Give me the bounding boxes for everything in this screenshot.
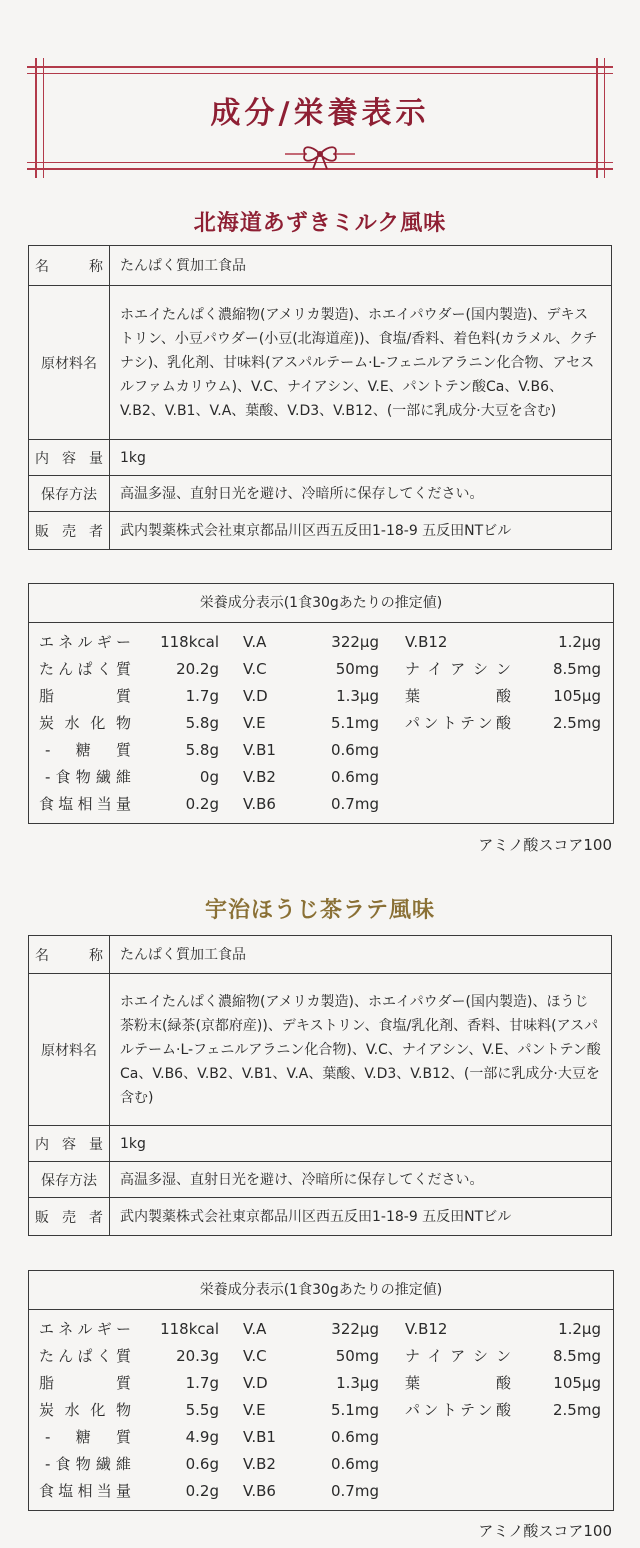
nutrient-name: V.B12: [405, 633, 448, 651]
nutrient-name: V.D: [243, 1374, 268, 1392]
nutrient-name: V.E: [243, 1401, 266, 1419]
nutrition-row: [29, 710, 613, 737]
volume-label: 内容量: [29, 1126, 110, 1162]
info-row-seller: [29, 1198, 612, 1236]
nutrient-value: 5.1mg: [331, 714, 379, 732]
nutrient-name: V.E: [243, 714, 266, 732]
nutrient-value: 2.5mg: [553, 714, 601, 732]
amino-score: アミノ酸スコア100: [478, 836, 612, 854]
nutrition-header: 栄養成分表示(1食30gあたりの推定値): [29, 1271, 613, 1310]
nutrient-name: V.B1: [243, 1428, 276, 1446]
nutrition-row: [29, 683, 613, 710]
product-info-table-azuki: [28, 245, 612, 550]
nutrient-name: -糖質: [45, 741, 131, 759]
nutrient-value: 0.2g: [185, 1482, 219, 1500]
nutrient-value: 1.7g: [185, 687, 219, 705]
nutrient-value: 1.7g: [185, 1374, 219, 1392]
nutrient-value: 2.5mg: [553, 1401, 601, 1419]
nutrient-name: 葉酸: [405, 1374, 511, 1392]
nutrient-name: -食物繊維: [45, 1455, 131, 1473]
nutrient-value: 0.6mg: [331, 1428, 379, 1446]
nutrient-name: ナイアシン: [405, 660, 511, 678]
nutrition-row: [29, 629, 613, 656]
nutrient-name: たんぱく質: [39, 660, 131, 678]
nutrient-name: -糖質: [45, 1428, 131, 1446]
nutrition-header: 栄養成分表示(1食30gあたりの推定値): [29, 584, 613, 623]
nutrient-value: 1.3μg: [336, 687, 379, 705]
product-title-hojicha: 宇治ほうじ茶ラテ風味: [204, 898, 435, 923]
nutrition-row: [29, 1343, 613, 1370]
storage-label: 保存方法: [29, 476, 110, 512]
product-info-table-hojicha: [28, 935, 612, 1236]
nutrient-value: 50mg: [335, 1347, 379, 1365]
seller-value: 武内製薬株式会社東京都品川区西五反田1-18-9 五反田NTビル: [110, 1198, 612, 1236]
nutrition-table-hojicha: [28, 1270, 614, 1511]
info-row-storage: [29, 476, 612, 512]
nutrient-value: 105μg: [553, 1374, 601, 1392]
nutrient-name: 食塩相当量: [39, 795, 131, 813]
nutrient-value: 20.2g: [176, 660, 219, 678]
nutrition-row: [29, 1451, 613, 1478]
nutrient-value: 105μg: [553, 687, 601, 705]
nutrient-name: 葉酸: [405, 687, 511, 705]
nutrient-value: 118kcal: [160, 633, 219, 651]
info-row-seller: [29, 512, 612, 550]
nutrition-row: [29, 656, 613, 683]
nutrient-name: V.B6: [243, 1482, 276, 1500]
volume-value: 1kg: [110, 1126, 612, 1162]
name-value: たんぱく質加工食品: [110, 936, 612, 974]
info-row-name: [29, 936, 612, 974]
nutrient-name: ナイアシン: [405, 1347, 511, 1365]
amino-score: アミノ酸スコア100: [478, 1522, 612, 1540]
info-row-name: [29, 246, 612, 286]
nutrient-name: 食塩相当量: [39, 1482, 131, 1500]
volume-value: 1kg: [110, 440, 612, 476]
nutrient-value: 1.2μg: [558, 1320, 601, 1338]
info-row-volume: [29, 1126, 612, 1162]
nutrient-name: V.B12: [405, 1320, 448, 1338]
nutrient-name: V.B2: [243, 768, 276, 786]
nutrient-name: V.B6: [243, 795, 276, 813]
nutrient-name: V.B2: [243, 1455, 276, 1473]
info-row-volume: [29, 440, 612, 476]
page-title: 成分/栄養表示: [210, 96, 430, 131]
nutrient-value: 322μg: [331, 633, 379, 651]
name-value: たんぱく質加工食品: [110, 246, 612, 286]
nutrient-value: 0g: [199, 768, 219, 786]
nutrient-name: V.B1: [243, 741, 276, 759]
nutrient-name: V.A: [243, 633, 267, 651]
nutrient-value: 5.5g: [185, 1401, 219, 1419]
nutrient-name: エネルギー: [39, 633, 131, 651]
nutrition-row: [29, 1424, 613, 1451]
nutrient-name: V.D: [243, 687, 268, 705]
nutrient-value: 0.7mg: [331, 795, 379, 813]
nutrient-name: エネルギー: [39, 1320, 131, 1338]
nutrition-row: [29, 1397, 613, 1424]
ingredients-value: ホエイたんぱく濃縮物(アメリカ製造)、ホエイパウダー(国内製造)、ほうじ茶粉末(緑茶(京都府産))、デキストリン、食塩/乳化剤、香料、甘味料(アスパルテーム·L-フェニルアラニン化合物)、V.C、ナイアシン、V.E、パントテン酸Ca、V.B6、V.B2、V.B1、V.A、葉酸、V.D3、V.B12、(一部に乳成分·大豆を含む): [110, 974, 612, 1126]
nutrient-name: 脂質: [39, 687, 131, 705]
nutrient-name: 炭水化物: [39, 714, 131, 732]
info-row-ingredients: [29, 974, 612, 1126]
nutrient-value: 50mg: [335, 660, 379, 678]
nutrient-value: 0.6mg: [331, 1455, 379, 1473]
nutrient-name: -食物繊維: [45, 768, 131, 786]
volume-label: 内容量: [29, 440, 110, 476]
nutrient-value: 0.2g: [185, 795, 219, 813]
seller-label: 販売者: [29, 1198, 110, 1236]
nutrient-name: V.C: [243, 660, 267, 678]
nutrient-value: 8.5mg: [553, 660, 601, 678]
seller-value: 武内製薬株式会社東京都品川区西五反田1-18-9 五反田NTビル: [110, 512, 612, 550]
nutrition-row: [29, 1316, 613, 1343]
nutrition-body: [29, 1310, 613, 1510]
nutrient-value: 118kcal: [160, 1320, 219, 1338]
nutrition-table-azuki: [28, 583, 614, 824]
ingredients-label: 原材料名: [29, 286, 110, 440]
ingredients-label: 原材料名: [29, 974, 110, 1126]
nutrition-row: [29, 1370, 613, 1397]
nutrient-name: パントテン酸: [405, 1401, 511, 1419]
nutrient-name: パントテン酸: [405, 714, 511, 732]
nutrient-name: 炭水化物: [39, 1401, 131, 1419]
info-row-storage: [29, 1162, 612, 1198]
nutrient-value: 0.7mg: [331, 1482, 379, 1500]
nutrient-value: 0.6g: [185, 1455, 219, 1473]
nutrient-name: V.C: [243, 1347, 267, 1365]
storage-value: 高温多湿、直射日光を避け、冷暗所に保存してください。: [110, 1162, 612, 1198]
nutrition-row: [29, 1478, 613, 1505]
nutrient-value: 20.3g: [176, 1347, 219, 1365]
nutrient-name: たんぱく質: [39, 1347, 131, 1365]
nutrient-value: 5.8g: [185, 741, 219, 759]
nutrition-row: [29, 791, 613, 818]
product-title-azuki: 北海道あずきミルク風味: [193, 211, 447, 236]
name-label: 名 称: [29, 246, 110, 286]
name-label: 名 称: [29, 936, 110, 974]
nutrient-value: 5.1mg: [331, 1401, 379, 1419]
nutrient-value: 8.5mg: [553, 1347, 601, 1365]
nutrient-value: 322μg: [331, 1320, 379, 1338]
seller-label: 販売者: [29, 512, 110, 550]
info-row-ingredients: [29, 286, 612, 440]
nutrient-value: 5.8g: [185, 714, 219, 732]
ribbon-bow-icon: [285, 142, 355, 172]
nutrient-value: 0.6mg: [331, 741, 379, 759]
nutrition-row: [29, 737, 613, 764]
nutrient-name: 脂質: [39, 1374, 131, 1392]
nutrition-body: [29, 623, 613, 823]
nutrient-value: 4.9g: [185, 1428, 219, 1446]
nutrient-value: 0.6mg: [331, 768, 379, 786]
ingredients-value: ホエイたんぱく濃縮物(アメリカ製造)、ホエイパウダー(国内製造)、デキストリン、小豆パウダー(小豆(北海道産))、食塩/香料、着色料(カラメル、クチナシ)、乳化剤、甘味料(アスパルテーム·L-フェニルアラニン化合物、アセスルファムカリウム)、V.C、ナイアシン、V.E、パントテン酸Ca、V.B6、V.B2、V.B1、V.A、葉酸、V.D3、V.B12、(一部に乳成分·大豆を含む): [110, 286, 612, 440]
nutrient-value: 1.2μg: [558, 633, 601, 651]
nutrition-row: [29, 764, 613, 791]
nutrient-value: 1.3μg: [336, 1374, 379, 1392]
nutrient-name: V.A: [243, 1320, 267, 1338]
storage-value: 高温多湿、直射日光を避け、冷暗所に保存してください。: [110, 476, 612, 512]
storage-label: 保存方法: [29, 1162, 110, 1198]
